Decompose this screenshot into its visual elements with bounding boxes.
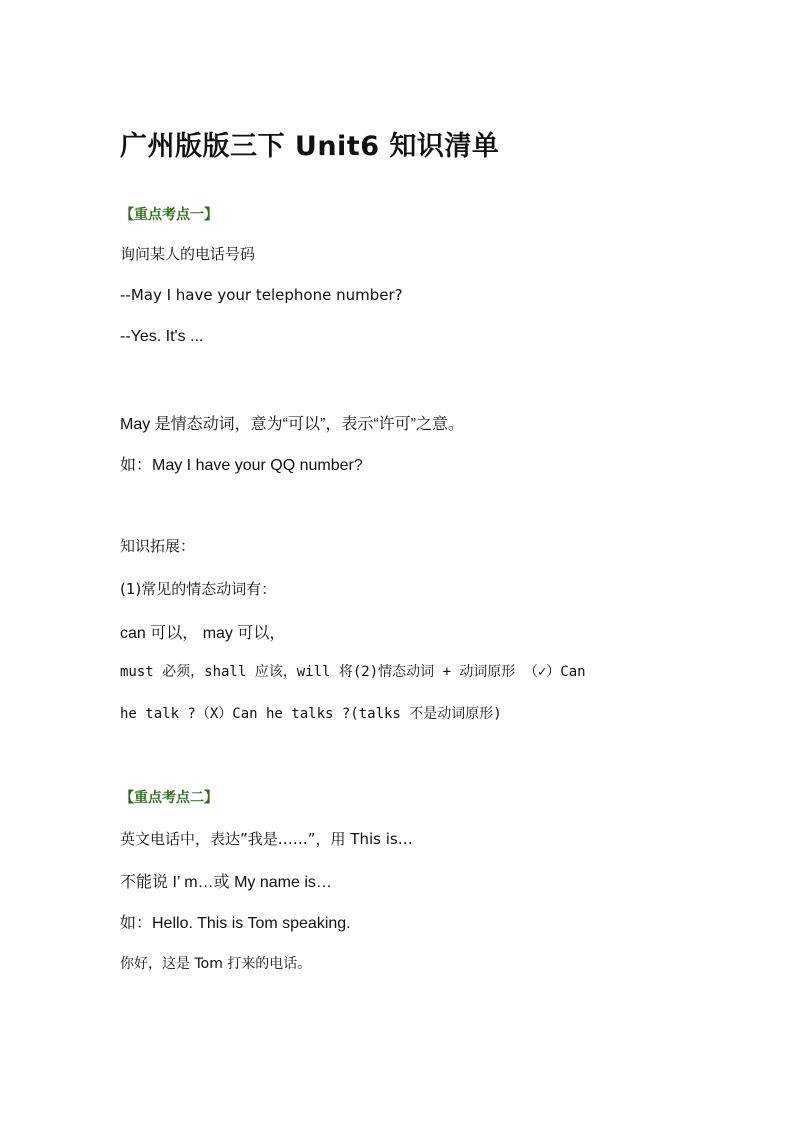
topic-text: 询问某人的电话号码	[120, 245, 256, 263]
modals-line-2: must 必须，shall 应该，will 将(2)情态动词 + 动词原形 （✓）Can	[120, 664, 586, 680]
page-title: 广州版版三下 Unit6 知识清单	[120, 131, 500, 162]
expand-title: 知识拓展：	[120, 537, 196, 555]
section2-line-1: 英文电话中，表达”我是……”，用 This is…	[120, 830, 413, 848]
section-header-1: 【重点考点一】	[120, 207, 218, 223]
modals-title: (1)常见的情态动词有：	[120, 580, 277, 598]
explain-line: May 是情态动词，意为“可以”，表示“许可”之意。	[120, 416, 464, 433]
section2-line-2: 不能说 I’ m…或 My name is…	[120, 874, 332, 891]
answer-line: --Yes. It's ...	[120, 328, 204, 345]
modals-line-3: he talk ?（X）Can he talks ?(talks 不是动词原形)	[120, 706, 502, 722]
example-line: 如：May I have your QQ number?	[120, 457, 363, 474]
section2-line-3: 如：Hello. This is Tom speaking.	[120, 915, 351, 932]
section-header-2: 【重点考点二】	[120, 790, 218, 806]
modals-line: can 可以， may 可以，	[120, 625, 286, 642]
section2-line-4: 你好，这是 Tom 打来的电话。	[120, 956, 312, 972]
question-line: --May I have your telephone number?	[120, 286, 403, 304]
